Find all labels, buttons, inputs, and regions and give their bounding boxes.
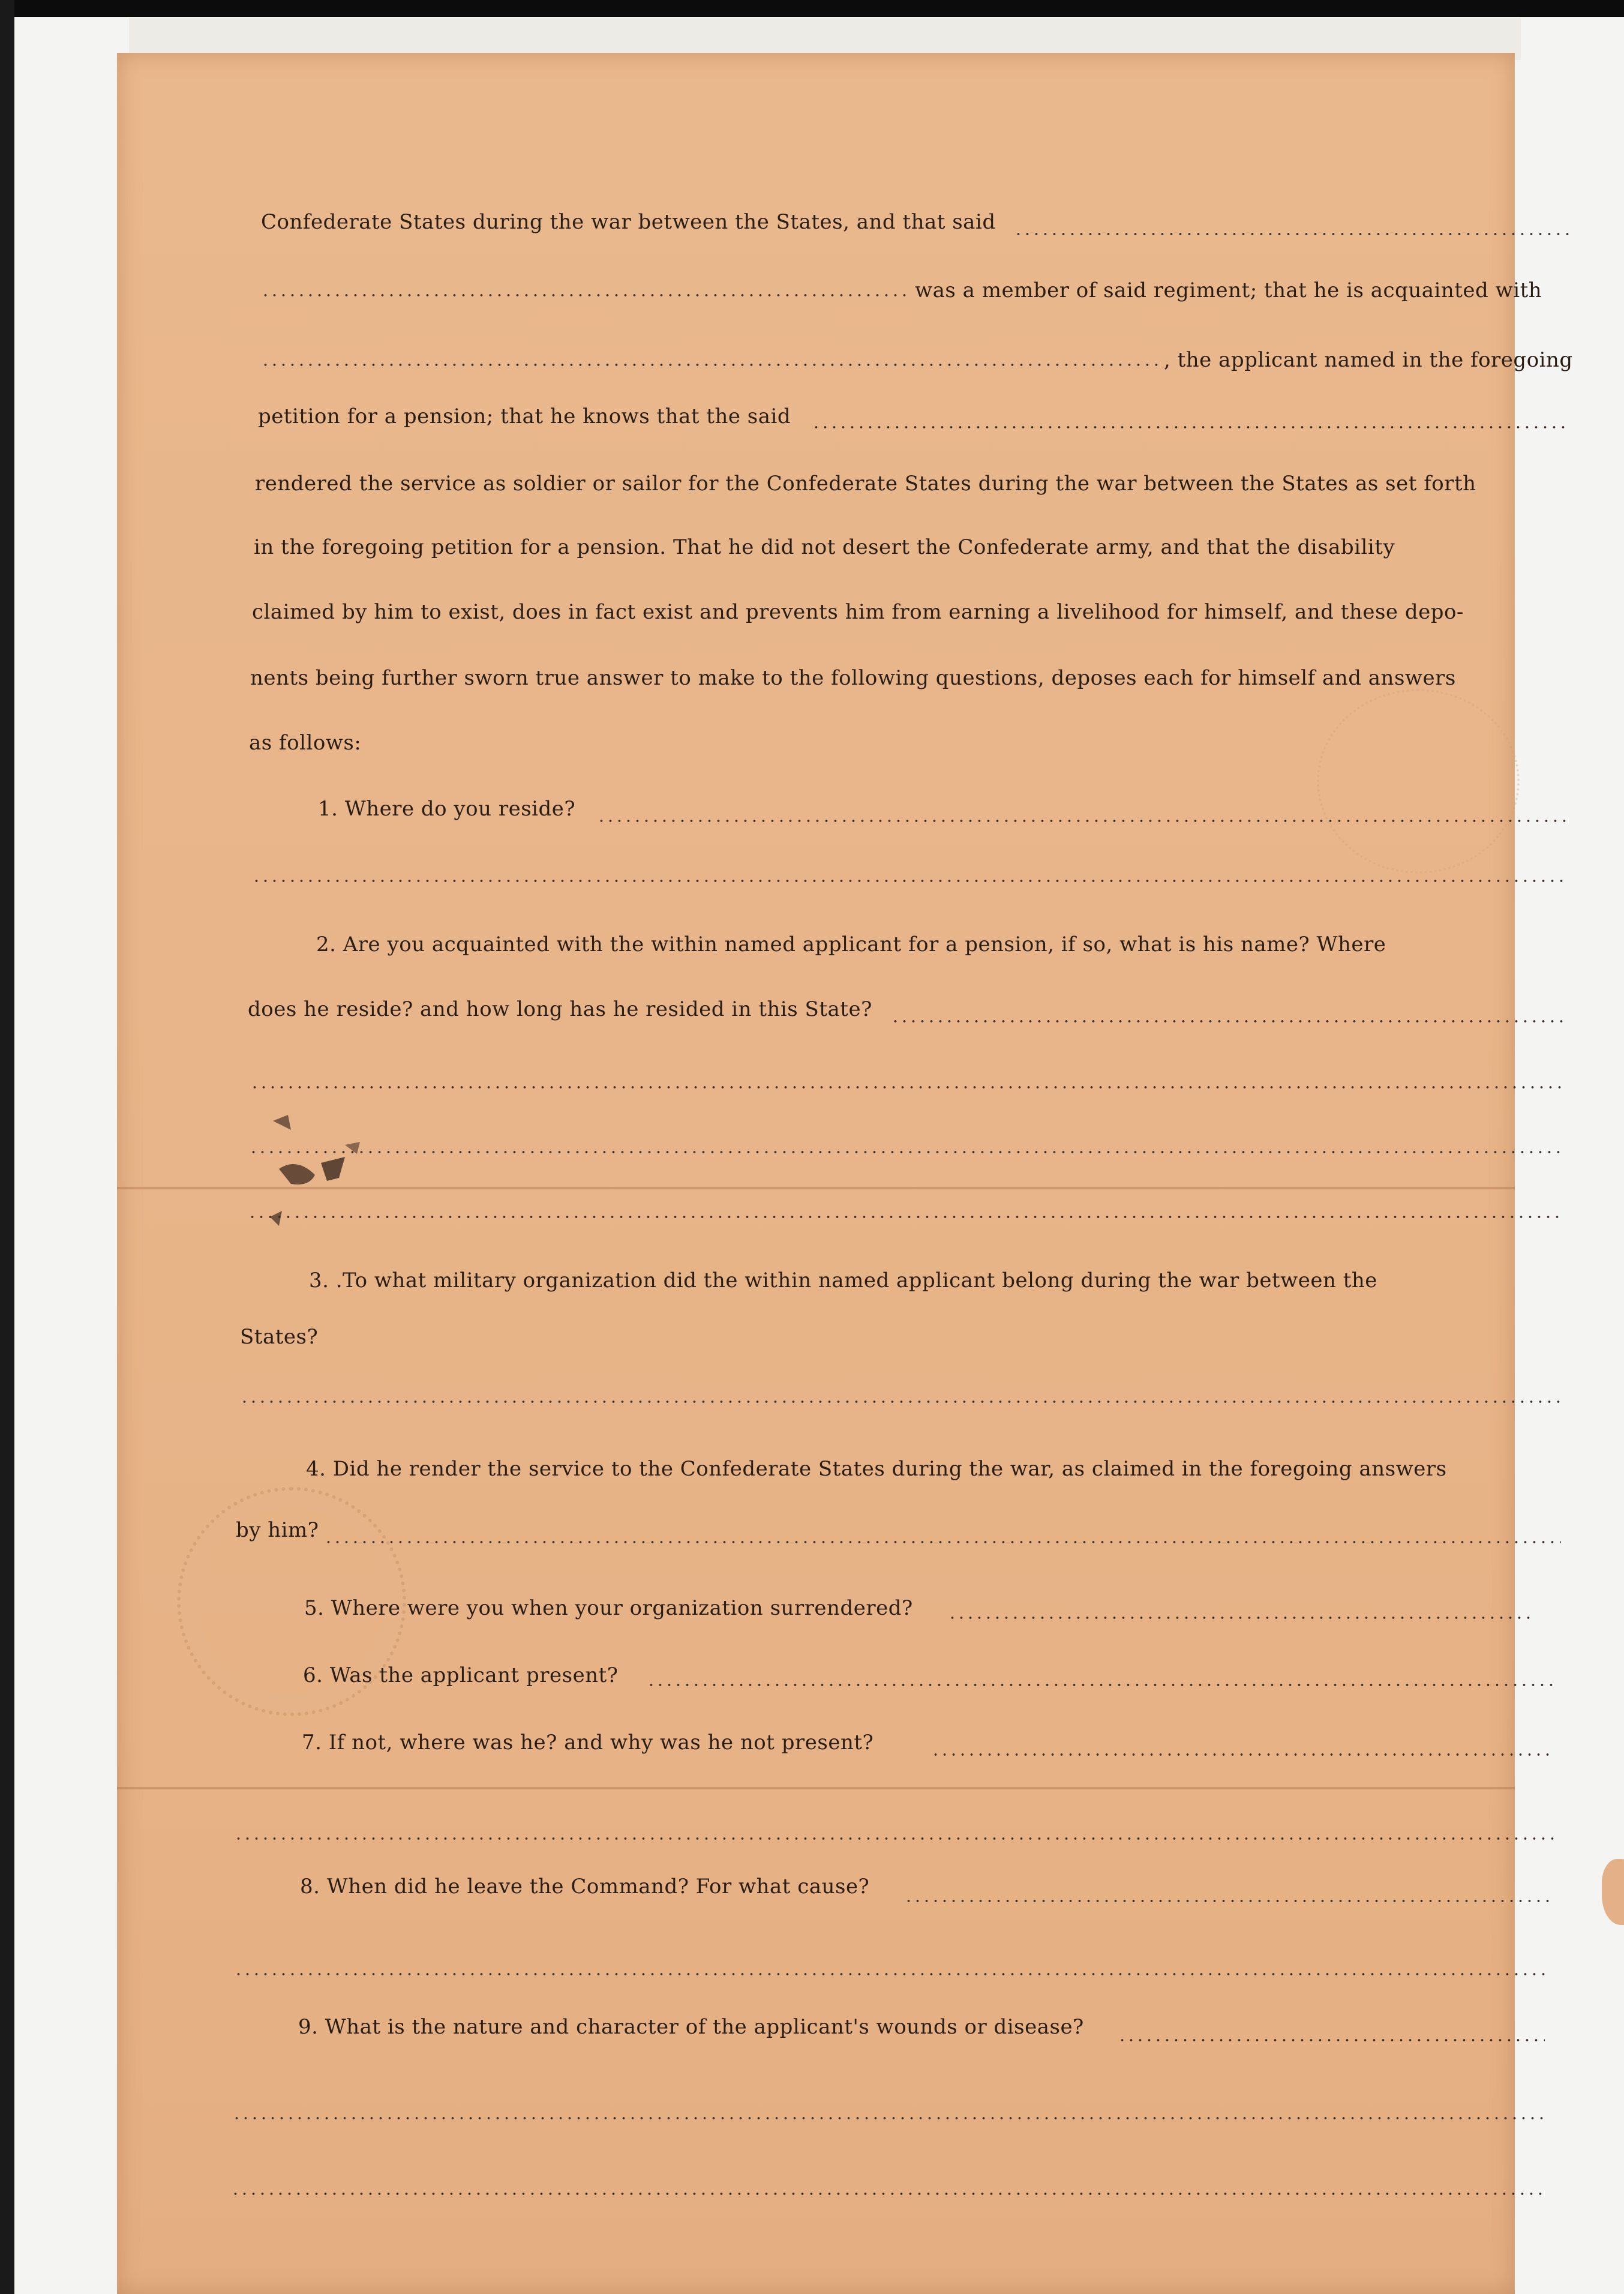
answer-blank (597, 820, 1566, 822)
answer-blank (240, 1401, 1560, 1403)
form-line-1: Confederate States during the war between the States, and that said (261, 210, 996, 234)
answer-blank (248, 1216, 1563, 1218)
embossed-seal-faint-icon (1317, 689, 1520, 874)
form-line-2: was a member of said regiment; that he is acquainted with (915, 278, 1542, 302)
answer-blank (948, 1617, 1536, 1619)
question-5: 5. Where were you when your organization surrendered? (304, 1596, 913, 1620)
fold-crease (117, 1787, 1515, 1789)
form-line-8: nents being further sworn true answer to make to the following questions, deposes each for himself and answers (250, 666, 1456, 690)
answer-blank (252, 880, 1566, 882)
answer-blank (891, 1020, 1566, 1022)
form-line-3: , the applicant named in the foregoing (1164, 348, 1573, 372)
question-3-continued: States? (240, 1325, 319, 1349)
fill-blank (261, 294, 909, 296)
question-9: 9. What is the nature and character of the applicant's wounds or disease? (298, 2015, 1084, 2039)
answer-blank (231, 2193, 1545, 2195)
form-line-4: petition for a pension; that he knows that the said (258, 404, 791, 428)
question-3: 3. .To what military organization did the within named applicant belong during the war between the (309, 1269, 1377, 1293)
fill-blank (1014, 233, 1569, 235)
answer-blank (234, 1973, 1549, 1975)
answer-blank (324, 1541, 1561, 1543)
ink-smudge-icon (255, 1097, 411, 1229)
pension-form-page (117, 53, 1573, 2294)
question-2-continued: does he reside? and how long has he resided in this State? (248, 997, 872, 1021)
question-4-continued: by him? (236, 1518, 319, 1542)
question-7: 7. If not, where was he? and why was he not present? (302, 1731, 874, 1755)
answer-blank (647, 1684, 1554, 1686)
answer-blank (234, 1837, 1554, 1840)
fill-blank (261, 364, 1161, 366)
form-line-6: in the foregoing petition for a pension. That he did not desert the Confederate army, and that the disability (254, 535, 1395, 559)
form-line-5: rendered the service as soldier or sailor for the Confederate States during the war between the States as set forth (255, 472, 1476, 496)
question-6: 6. Was the applicant present? (303, 1663, 619, 1687)
answer-blank (232, 2117, 1545, 2119)
answer-blank (1118, 2039, 1545, 2041)
scan-top-border (0, 0, 1624, 17)
question-2: 2. Are you acquainted with the within named applicant for a pension, if so, what is his name? Where (316, 932, 1386, 956)
form-line-9: as follows: (249, 731, 362, 755)
question-1: 1. Where do you reside? (318, 797, 576, 821)
answer-blank (904, 1900, 1549, 1902)
question-4: 4. Did he render the service to the Confederate States during the war, as claimed in the foregoing answers (306, 1457, 1447, 1481)
form-line-7: claimed by him to exist, does in fact exist and prevents him from earning a livelihood for himself, and these depo- (252, 600, 1464, 624)
answer-blank (250, 1086, 1565, 1088)
answer-blank (249, 1151, 1564, 1153)
scan-left-border (0, 0, 14, 2294)
answer-blank (931, 1753, 1554, 1756)
question-8: 8. When did he leave the Command? For what cause? (300, 1875, 870, 1899)
fill-blank (812, 426, 1569, 428)
